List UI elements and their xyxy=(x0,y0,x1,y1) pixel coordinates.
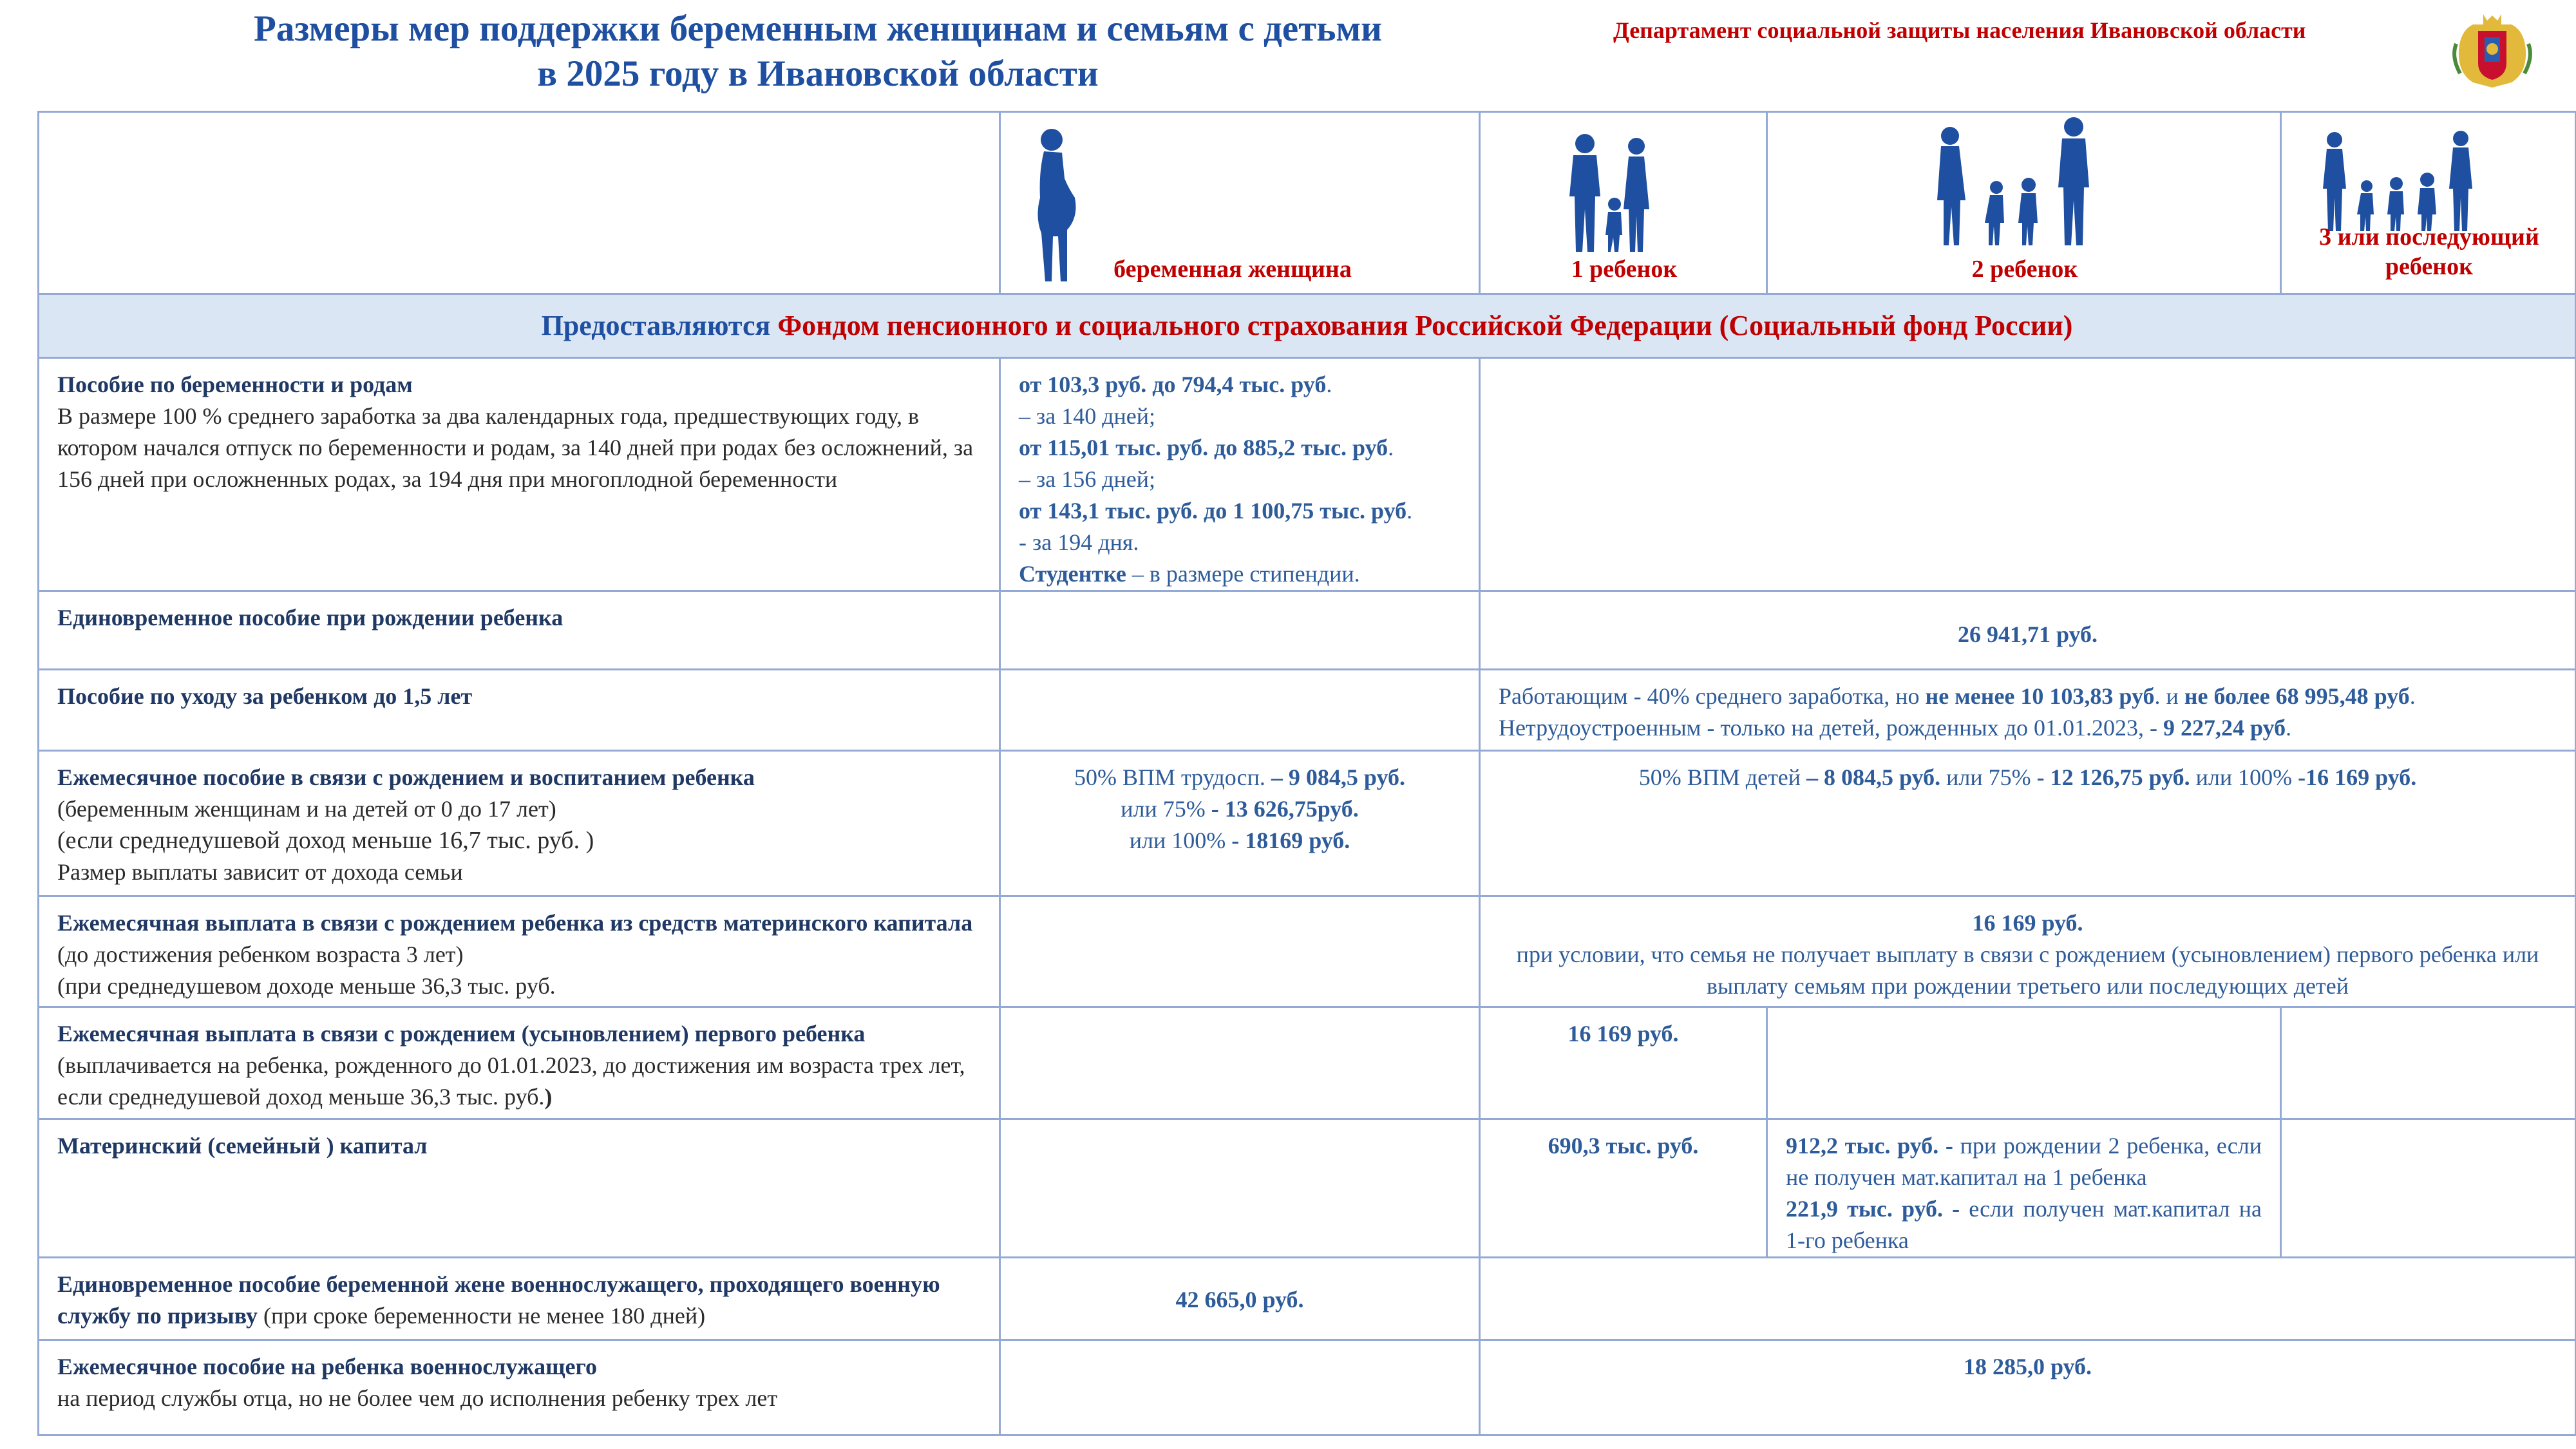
maternity-note-194: - за 194 дня. xyxy=(1019,529,1139,555)
banner-highlight: Фондом пенсионного и социального страхования Российской Федерации (Социальный фонд России) xyxy=(777,310,2073,341)
unified-child-50: – 8 084,5 руб. xyxy=(1806,764,1941,790)
department-name: Департамент социальной защиты населения Ивановской области xyxy=(1613,17,2306,43)
empty-cell xyxy=(1000,1340,1480,1435)
family-one-child-icon xyxy=(1559,132,1662,254)
unified-pregnant-50: – 9 084,5 руб. xyxy=(1271,764,1405,790)
empty-cell xyxy=(1000,1119,1480,1258)
row-title-matcap: Материнский (семейный ) капитал xyxy=(57,1133,428,1159)
matcap-amount-second: 912,2 тыс. руб. - xyxy=(1786,1133,1953,1159)
header-empty-cell xyxy=(39,112,1000,294)
empty-cell xyxy=(2281,1007,2576,1119)
row-title-birth: Единовременное пособие при рождении ребенка xyxy=(57,605,564,630)
table-row: Материнский (семейный ) капитал 690,3 тыс. руб. 912,2 тыс. руб. - при рождении 2 ребенка, если не получен мат.капитал на 1 ребенка 221,9 тыс. руб. - если получен мат.капитал на 1-го ребенка xyxy=(39,1119,2576,1258)
title-line-2: в 2025 году в Ивановской области xyxy=(537,53,1099,94)
maternity-amount-194: от 143,1 тыс. руб. до 1 100,75 тыс. руб xyxy=(1019,498,1407,524)
maternity-note-156: – за 156 дней; xyxy=(1019,466,1156,492)
table-row xyxy=(39,591,2576,670)
empty-cell xyxy=(2281,1119,2576,1258)
matcap-amount-first: 690,3 тыс. руб. xyxy=(1548,1133,1699,1159)
row-title-soldier-child: Ежемесячное пособие на ребенка военнослужащего xyxy=(57,1354,597,1379)
banner-row xyxy=(39,294,2576,358)
matcap-monthly-amount: 16 169 руб. xyxy=(1972,910,2083,936)
column-label-child2: 2 ребенок xyxy=(1971,256,2078,283)
empty-cell xyxy=(1480,358,2576,591)
table-row: Ежемесячное пособие в связи с рождением и воспитанием ребенка (беременным женщинам и на детей от 0 до 17 лет) (если среднедушевой доход меньше 16,7 тыс. руб. ) Размер выплаты зависит от дохода семьи 50% ВПМ трудосп. – 9 084,5 руб. или 75% - 13 626,75руб. или 100% - 18169 руб. 50% ВПМ детей – 8 084,5 руб. или 75% - 12 126,75 руб. или 100% -16 169 руб. xyxy=(39,751,2576,896)
table-row: Ежемесячное пособие на ребенка военнослужащего на период службы отца, но не более чем до исполнения ребенку трех лет 18 285,0 руб. xyxy=(39,1340,2576,1435)
table-row: Ежемесячная выплата в связи с рождением (усыновлением) первого ребенка (выплачивается на ребенка, рожденного до 01.01.2023, до достижения им возраста трех лет, если среднедушевой доход меньше 36,3 тыс. руб.) 16 169 руб. xyxy=(39,1007,2576,1119)
column-label-pregnant: беременная женщина xyxy=(1113,256,1352,283)
table-row: Ежемесячная выплата в связи с рождением ребенка из средств материнского капитала (до достижения ребенком возраста 3 лет) (при среднедушевом доходе меньше 36,3 тыс. руб. 16 169 руб. при условии, что семья не получает выплату в связи с рождением (усыновлением) первого ребенка или выплату семьям при рождении третьего или последующих детей xyxy=(39,896,2576,1007)
row-title-first-child: Ежемесячная выплата в связи с рождением (усыновлением) первого ребенка xyxy=(57,1021,866,1046)
header-child2 xyxy=(1767,112,2281,294)
pregnant-woman-icon xyxy=(1030,127,1081,289)
row-title-unified: Ежемесячное пособие в связи с рождением и воспитанием ребенка xyxy=(57,764,755,790)
empty-cell xyxy=(1000,896,1480,1007)
maternity-amount-140: от 103,3 руб. до 794,4 тыс. руб xyxy=(1019,372,1327,397)
column-label-child3: 3 или последующий ребенок xyxy=(2319,223,2539,280)
maternity-note-140: – за 140 дней; xyxy=(1019,403,1156,429)
first-child-amount: 16 169 руб. xyxy=(1567,1021,1679,1046)
unified-child-75: - 12 126,75 руб. xyxy=(2036,764,2190,790)
coat-of-arms-icon xyxy=(2447,12,2537,90)
header-child1 xyxy=(1480,112,1767,294)
unified-pregnant-100: - 18169 руб. xyxy=(1231,828,1350,853)
empty-cell xyxy=(1767,1007,2281,1119)
support-table xyxy=(37,111,2576,1436)
empty-cell xyxy=(1000,591,1480,670)
table-row: Единовременное пособие беременной жене военнослужащего, проходящего военную службу по призыву (при сроке беременности не менее 180 дней) 42 665,0 руб. xyxy=(39,1258,2576,1340)
column-label-child1: 1 ребенок xyxy=(1571,256,1678,283)
matcap-amount-remaining: 221,9 тыс. руб. - xyxy=(1786,1196,1960,1222)
table-row: Пособие по уходу за ребенком до 1,5 лет Работающим - 40% среднего заработка, но не менее 10 103,83 руб. и не более 68 995,48 руб. Нетрудоустроенным - только на детей, рожденных до 01.01.2023, - 9 227,24 руб. xyxy=(39,670,2576,751)
row-desc-maternity: В размере 100 % среднего заработка за два календарных года, предшествующих году, в котором начался отпуск по беременности и родам, за 140 дней при родах без осложнений, за 156 дней при осложненных родах, за 194 дня при многоплодной беременности xyxy=(57,403,974,492)
header-child3 xyxy=(2281,112,2576,294)
maternity-amount-156: от 115,01 тыс. руб. до 885,2 тыс. руб xyxy=(1019,435,1388,460)
care-max-amount: не более 68 995,48 руб xyxy=(2184,683,2410,709)
unified-pregnant-75: - 13 626,75руб. xyxy=(1211,796,1359,822)
birth-amount: 26 941,71 руб. xyxy=(1957,621,2098,647)
unified-child-100: -16 169 руб. xyxy=(2298,764,2417,790)
empty-cell xyxy=(1480,1258,2576,1340)
table-row: Пособие по беременности и родам В размере 100 % среднего заработка за два календарных года, предшествующих году, в котором начался отпуск по беременности и родам, за 140 дней при родах без осложнений, за 156 дней при осложненных родах, за 194 дня при многоплодной беременности от 103,3 руб. до 794,4 тыс. руб. – за 140 дней; от 115,01 тыс. руб. до 885,2 тыс. руб. – за 156 дней; от 143,1 тыс. руб. до 1 100,75 тыс. руб. - за 194 дня. Студентке – в размере стипендии. xyxy=(39,358,2576,591)
empty-cell xyxy=(1000,1007,1480,1119)
page-title xyxy=(0,6,1636,97)
header-row xyxy=(39,112,2576,294)
care-min-amount: не менее 10 103,83 руб xyxy=(1925,683,2155,709)
banner-cell xyxy=(39,294,2576,358)
row-title-care: Пособие по уходу за ребенком до 1,5 лет xyxy=(57,683,473,709)
matcap-monthly-note: при условии, что семья не получает выплату в связи с рождением (усыновлением) первого ребенка или выплату семьям при рождении третьего или последующих детей xyxy=(1516,942,2539,999)
empty-cell xyxy=(1000,670,1480,751)
header-pregnant xyxy=(1000,112,1480,294)
care-unemployed-amount: 9 227,24 руб xyxy=(2163,715,2286,741)
title-line-1: Размеры мер поддержки беременным женщинам и семьям с детьми xyxy=(254,8,1382,49)
maternity-student: Студентке xyxy=(1019,561,1126,587)
soldier-child-amount: 18 285,0 руб. xyxy=(1963,1354,2092,1379)
family-three-children-icon xyxy=(2320,131,2475,234)
family-two-children-icon xyxy=(1932,117,2093,249)
row-title-matcap-monthly: Ежемесячная выплата в связи с рождением ребенка из средств материнского капитала xyxy=(57,910,973,936)
row-title-soldier-wife: Единовременное пособие беременной жене военнослужащего, проходящего военную службу по призыву xyxy=(57,1271,940,1329)
banner-prefix: Предоставляются xyxy=(541,310,778,341)
soldier-wife-amount: 42 665,0 руб. xyxy=(1175,1287,1304,1312)
row-title-maternity: Пособие по беременности и родам xyxy=(57,372,413,397)
